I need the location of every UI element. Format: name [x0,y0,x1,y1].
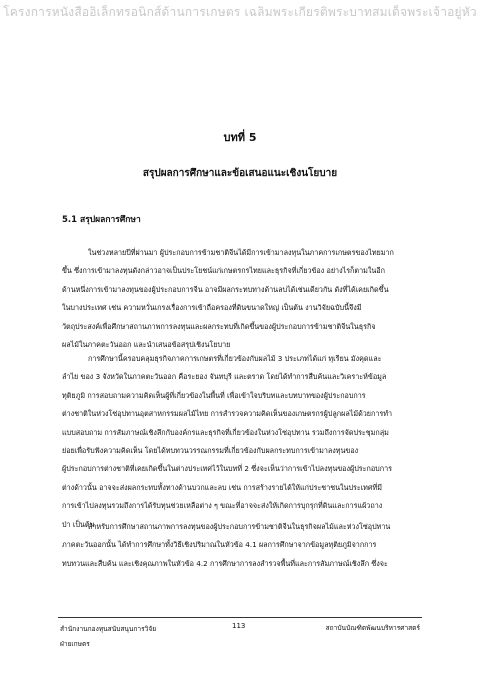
paragraph-line: สำหรับการศึกษาสถานภาพการลงทุนของผู้ประกอบการข้ามชาติจีนในธุรกิจผลไม้และห่วงโซ่อุปทาน [88,522,391,531]
paragraph-line: ย่อยเพื่อรับฟังความคิดเห็น โดยได้ทบทวนวรรณกรรมที่เกี่ยวข้องกับผลกระทบการเข้ามาลงทุนของ [62,446,359,456]
footer-institution: สถาบันบัณฑิตพัฒนบริหารศาสตร์ [325,624,420,632]
paragraph-line: ผลไม้ในภาคตะวันออก และนำเสนอข้อสรุปเชิงนโยบาย [62,340,231,350]
watermark-header: โครงการหนังสืออิเล็กทรอนิกส์ด้านการเกษตร เฉลิมพระเกียรติพระบาทสมเด็จพระเจ้าอยู่หัว [3,5,477,19]
footer-divider [58,617,422,618]
footer-left [60,622,156,652]
paragraph-line: ผู้ประกอบการต่างชาติที่เคยเกิดขึ้นในต่างประเทศไว้ในบทที่ 2 ซึ่งจะเห็นว่าการเข้าไปลงทุนของผู้ประกอบการ [62,464,392,474]
paragraph-line: ป่า เป็นต้น [62,519,95,529]
paragraph-line: ทบทวนและสืบค้น และเชิงคุณภาพในหัวข้อ 4.2 การศึกษาการลงสำรวจพื้นที่และการสัมภาษณ์เชิงลึก ซึ่งจะ [62,558,388,568]
paragraph-3 [62,518,422,573]
paragraph-line: ต่างด้าวนั้น อาจจะส่งผลกระทบทั้งทางด้านบวกและลบ เช่น การสร้างรายได้ให้แก่ประชาชนในประเทศที่มี [62,482,382,492]
paragraph-1 [62,244,422,354]
paragraph-line: ลำไย ของ 3 จังหวัดในภาคตะวันออก คือระยอง จันทบุรี และตราด โดยได้ทำการสืบค้นและวิเคราะห์ข้อมูล [62,372,387,382]
paragraph-line: ในบางประเทศ เช่น ความหวั่นเกรงเรื่องการเข้าถือครองที่ดินขนาดใหญ่ เป็นต้น งานวิจัยฉบับนี้จึงมี [62,303,362,313]
paragraph-line: ด้านหนึ่งการเข้ามาลงทุนของผู้ประกอบการจีน อาจมีผลกระทบทางด้านลบได้เช่นเดียวกัน ดังที่ได้เคยเกิดขึ้น [62,284,389,294]
paragraph-line: การเข้าไปลงทุนรวมถึงการได้รับทุนช่วยเหลือต่าง ๆ ขณะที่อาจจะส่งให้เกิดการบุกรุกที่ดินและการแผ้วถาง [62,501,383,511]
footer-division: ฝ่ายเกษตร [60,640,90,648]
paragraph-line: ขึ้น ซึ่งการเข้ามาลงทุนดังกล่าวอาจเป็นประโยชน์แก่เกษตรกรไทยและธุรกิจที่เกี่ยวข้อง อย่างไรก็ตามในอีก [62,266,385,276]
paragraph-line: การศึกษานี้ครอบคลุมธุรกิจภาคการเกษตรที่เกี่ยวข้องกับผลไม้ 3 ประเภทได้แก่ ทุเรียน มังคุดและ [88,354,382,363]
page-number: 113 [232,622,246,630]
paragraph-line: ทุติยภูมิ การสอบถามความคิดเห็นผู้ที่เกี่ยวข้องในพื้นที่ เพื่อเข้าใจบริบทและบทบาทของผู้ประกอบการ [62,390,366,400]
footer-funder: สำนักงานกองทุนสนับสนุนการวิจัย [60,625,157,633]
paragraph-line: ต่างชาติในห่วงโซ่อุปทานอุตสาหกรรมผลไม้ไทย การสำรวจความคิดเห็นของเกษตรกรผู้ปลูกผลไม้ด้วยการทำ [62,409,393,419]
paragraph-2 [62,350,422,534]
chapter-number: บทที่ 5 [223,131,257,144]
section-heading: 5.1 สรุปผลการศึกษา [62,215,141,225]
paragraph-line: ในช่วงหลายปีที่ผ่านมา ผู้ประกอบการข้ามชาติจีนได้มีการเข้ามาลงทุนในภาคการเกษตรของไทยมาก [88,248,394,257]
paragraph-line: ภาคตะวันออกนั้น ได้ทำการศึกษาทั้งวิธีเชิงปริมาณในหัวข้อ 4.1 ผลการศึกษาจากข้อมูลทุติยภูมิจากการ [62,540,377,550]
paragraph-line: แบบสอบถาม การสัมภาษณ์เชิงลึกกับองค์กรและธุรกิจที่เกี่ยวข้องในห่วงโซ่อุปทาน รวมถึงการจัดประชุมกลุ่ม [62,427,389,437]
paragraph-line: วัตถุประสงค์เพื่อศึกษาสถานภาพการลงทุนและผลกระทบที่เกิดขึ้นของผู้ประกอบการข้ามชาติจีนในธุรกิจ [62,321,376,331]
chapter-title: สรุปผลการศึกษาและข้อเสนอแนะเชิงนโยบาย [142,168,338,179]
